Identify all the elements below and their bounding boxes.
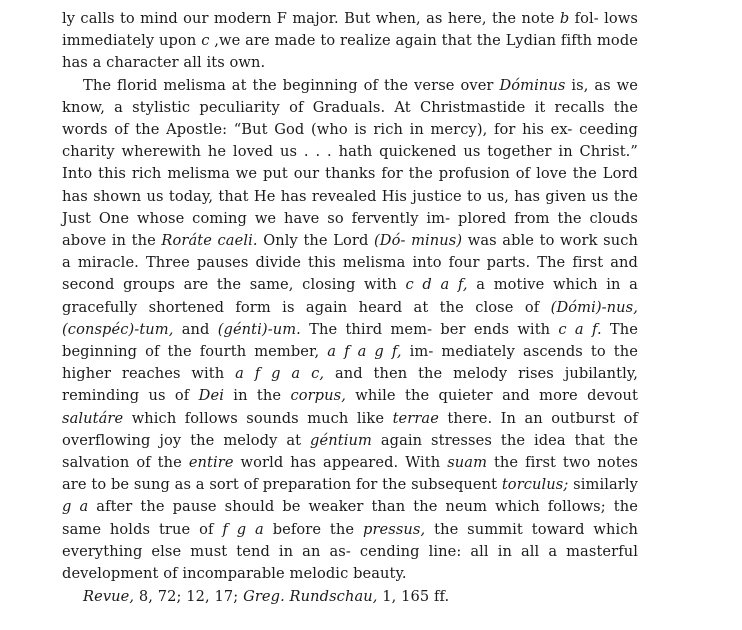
text-span: 1, 165 ff. (377, 588, 450, 606)
italic-text: f g a (222, 520, 264, 538)
text-span: there. In an outburst of overflowing joy the melody at (62, 409, 639, 449)
italic-text: torculus; (501, 476, 569, 494)
text-span: ,we are made to realize again that the Lydian fifth mode has a character all its own. (62, 32, 638, 72)
italic-text: (Dó- minus) (374, 232, 463, 250)
text-span: which follows sounds much like (123, 409, 393, 427)
text-span: and then the melody rises jubilantly, reminding us of (62, 365, 638, 405)
text-span: The florid melisma at the beginning of the verse over (83, 76, 500, 94)
italic-text: pressus, (363, 520, 426, 538)
italic-text: a f a g f, (327, 343, 402, 361)
body-paragraph (62, 75, 638, 586)
italic-text: (génti)-um. (217, 320, 301, 338)
italic-text: b (559, 10, 570, 27)
text-span: similarly (568, 476, 638, 494)
italic-text: Dóminus (499, 76, 566, 94)
italic-text: a f g a c, (235, 365, 325, 383)
italic-text: c (201, 32, 210, 50)
text-span: The beginning of the fourth member, (62, 320, 638, 361)
italic-text: Revue, (83, 588, 135, 606)
italic-text: g a (62, 498, 89, 516)
italic-text: Dei (198, 387, 224, 405)
text-span: and (173, 320, 218, 338)
text-span: 8, 72; 12, 17; (134, 588, 244, 606)
text-span: is, as we know, a stylistic peculiarity of Graduals. At Christmastide it recalls the words of the Apostle: “But God (who is rich in mercy), for his ex- ceeding charity wherewith he loved us . . . hath quickened us together in Christ.” Into this rich melisma we put our thanks for the profusion of love the Lord has shown us today, that He has revealed His justice to us, has given us the Just One whose coming we have so fervently im- plored from the clouds above in the (62, 76, 638, 250)
text-span: Only the Lord (257, 232, 374, 250)
italic-text: suam (447, 454, 488, 472)
text-span: a motive which in a gracefully shortened form is again heard at the close of (62, 276, 638, 316)
text-span: was able to work such a miracle. Three pauses divide this melisma into four parts. The first and second groups are the same, closing with (62, 232, 638, 294)
text-span: after the pause should be weaker than the neum which follows; the same holds true of (62, 498, 639, 538)
text-span: im- mediately ascends to the higher reaches with (62, 343, 638, 383)
italic-text: Roráte caeli. (161, 232, 258, 250)
text-span: ly calls to mind our modern F major. But when, as here, the note (62, 10, 560, 27)
text-span: while the quieter and more devout (345, 387, 638, 405)
italic-text: Greg. Rundschau, (243, 588, 378, 606)
text-span: before the (263, 520, 363, 538)
italic-text: corpus, (290, 387, 346, 405)
text-span: fol- lows immediately upon (62, 10, 638, 50)
text-span: the first two notes are to be sung as a sort of preparation for the subsequent (62, 454, 638, 494)
italic-text: entire (188, 454, 234, 472)
document-page (62, 8, 638, 608)
italic-text: terrae (392, 409, 439, 427)
text-span: in the (223, 387, 291, 405)
text-span: again stresses the idea that the salvation of the (62, 431, 638, 472)
italic-text: (Dómi)-nus, (conspéc)-tum, (62, 298, 638, 338)
text-span: world has appeared. With (233, 454, 448, 472)
reference-paragraph (62, 586, 638, 608)
italic-text: géntium (310, 431, 372, 449)
body-paragraph (62, 8, 638, 75)
text-span: the summit toward which everything else must tend in an as- cending line: all in all a masterful development of incomparable melodic beauty. (62, 520, 638, 583)
italic-text: c d a f, (405, 276, 468, 294)
italic-text: salutáre (62, 409, 124, 427)
text-span: The third mem- ber ends with (300, 320, 559, 338)
italic-text: c a f. (558, 320, 602, 338)
